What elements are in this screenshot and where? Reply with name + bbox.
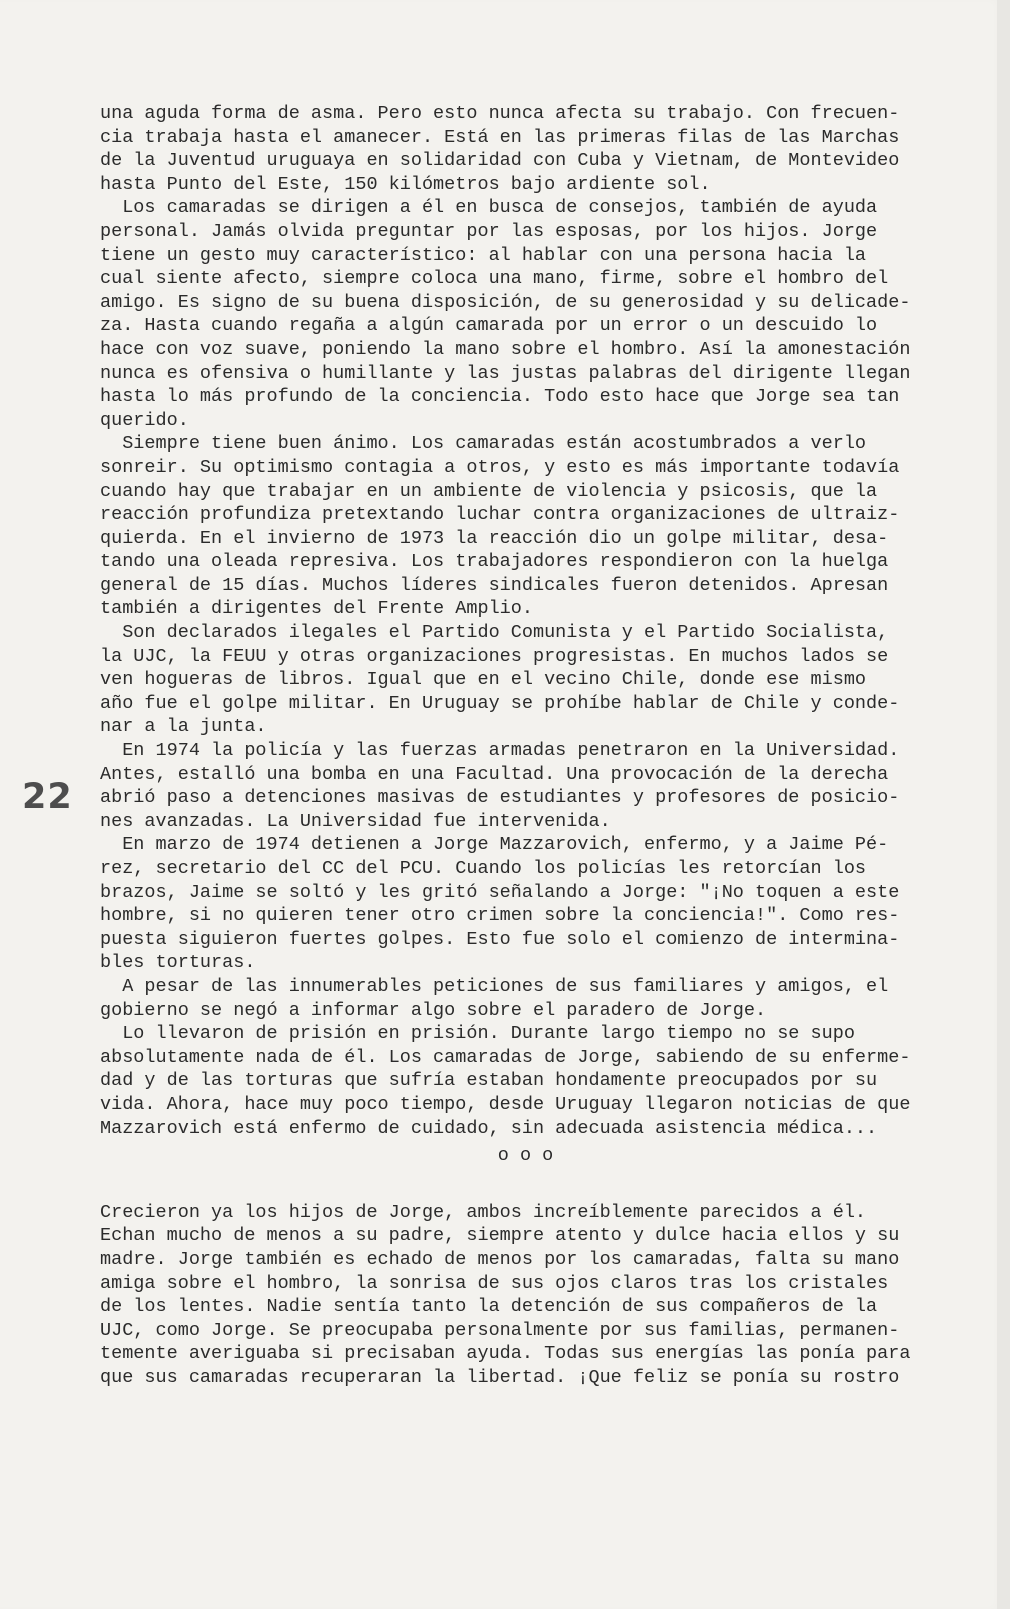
text-line: dad y de las torturas que sufría estaban hondamente preocupados por su [100, 1070, 878, 1092]
text-line: cuando hay que trabajar en un ambiente de violencia y psicosis, que la [100, 480, 878, 502]
text-line: de la Juventud uruguaya en solidaridad con Cuba y Vietnam, de Montevideo [100, 150, 900, 172]
text-line: madre. Jorge también es echado de menos por los camaradas, falta su mano [100, 1248, 900, 1270]
text-line: hasta Punto del Este, 150 kilómetros bajo ardiente sol. [100, 173, 711, 195]
text-line: Mazzarovich está enfermo de cuidado, sin adecuada asistencia médica... [100, 1117, 878, 1139]
text-line: quierda. En el invierno de 1973 la reacción dio un golpe militar, desa- [100, 527, 889, 549]
text-line: sonreir. Su optimismo contagia a otros, y esto es más importante todavía [100, 456, 900, 478]
text-line: hasta lo más profundo de la conciencia. Todo esto hace que Jorge sea tan [100, 386, 900, 408]
text-line: Los camaradas se dirigen a él en busca de consejos, también de ayuda [100, 197, 878, 219]
text-line: brazos, Jaime se soltó y les gritó señalando a Jorge: "¡No toquen a este [100, 881, 900, 903]
text-line: hace con voz suave, poniendo la mano sobre el hombro. Así la amonestación [100, 338, 911, 360]
text-line: A pesar de las innumerables peticiones de sus familiares y amigos, el [100, 975, 889, 997]
text-line: Lo llevaron de prisión en prisión. Durante largo tiempo no se supo [100, 1023, 855, 1045]
text-line: que sus camaradas recuperaran la libertad. ¡Que feliz se ponía su rostro [100, 1366, 900, 1388]
text-line: temente averiguaba si precisaban ayuda. Todas sus energías las ponía para [100, 1343, 911, 1365]
text-line: En marzo de 1974 detienen a Jorge Mazzarovich, enfermo, y a Jaime Pé- [100, 834, 889, 856]
text-line: amigo. Es signo de su buena disposición, de su generosidad y su delicade- [100, 291, 911, 313]
body-text [100, 102, 975, 1389]
text-line: también a dirigentes del Frente Amplio. [100, 598, 533, 620]
text-line: amiga sobre el hombro, la sonrisa de sus ojos claros tras los cristales [100, 1272, 889, 1294]
section-separator: o o o [497, 1145, 554, 1167]
text-line: rez, secretario del CC del PCU. Cuando los policías les retorcían los [100, 858, 867, 879]
page-number: 22 [22, 777, 73, 817]
text-line: nar a la junta. [100, 716, 267, 738]
text-line: general de 15 días. Muchos líderes sindicales fueron detenidos. Apresan [100, 574, 889, 596]
text-line: nes avanzadas. La Universidad fue intervenida. [100, 810, 611, 832]
text-block-before [100, 102, 975, 1140]
text-line: za. Hasta cuando regaña a algún camarada por un error o un descuido lo [100, 315, 878, 337]
text-line: Crecieron ya los hijos de Jorge, ambos increíblemente parecidos a él. [100, 1201, 867, 1223]
text-line: de los lentes. Nadie sentía tanto la detención de sus compañeros de la [100, 1296, 878, 1318]
text-line: UJC, como Jorge. Se preocupaba personalmente por sus familias, permanen- [100, 1319, 900, 1341]
text-line: bles torturas. [100, 952, 256, 974]
text-line: cia trabaja hasta el amanecer. Está en las primeras filas de las Marchas [100, 126, 900, 148]
text-line: vida. Ahora, hace muy poco tiempo, desde Uruguay llegaron noticias de que [100, 1093, 911, 1115]
text-line: gobierno se negó a informar algo sobre el paradero de Jorge. [100, 999, 767, 1021]
text-line: puesta siguieron fuertes golpes. Esto fue solo el comienzo de intermina- [100, 928, 900, 950]
text-line: ven hogueras de libros. Igual que en el vecino Chile, donde ese mismo [100, 669, 867, 691]
text-line: cual siente afecto, siempre coloca una mano, firme, sobre el hombro del [100, 268, 889, 290]
text-line: Son declarados ilegales el Partido Comunista y el Partido Socialista, [100, 622, 889, 644]
text-block-after [100, 1201, 975, 1390]
text-line: personal. Jamás olvida preguntar por las esposas, por los hijos. Jorge [100, 220, 878, 242]
text-line: la UJC, la FEUU y otras organizaciones progresistas. En muchos lados se [100, 645, 889, 667]
text-line: absolutamente nada de él. Los camaradas de Jorge, sabiendo de su enferme- [100, 1046, 911, 1068]
text-line: una aguda forma de asma. Pero esto nunca afecta su trabajo. Con frecuen- [100, 103, 900, 124]
text-line: Siempre tiene buen ánimo. Los camaradas están acostumbrados a verlo [100, 433, 867, 455]
text-line: En 1974 la policía y las fuerzas armadas penetraron en la Universidad. [100, 740, 900, 762]
text-line: Echan mucho de menos a su padre, siempre atento y dulce hacia ellos y su [100, 1225, 900, 1247]
text-line: abrió paso a detenciones masivas de estudiantes y profesores de posicio- [100, 787, 900, 809]
text-line: querido. [100, 409, 189, 431]
text-line: tiene un gesto muy característico: al hablar con una persona hacia la [100, 244, 867, 266]
text-line: hombre, si no quieren tener otro crimen sobre la conciencia!". Como res- [100, 905, 900, 927]
text-line: año fue el golpe militar. En Uruguay se prohíbe hablar de Chile y conde- [100, 692, 900, 714]
text-line: Antes, estalló una bomba en una Facultad. Una provocación de la derecha [100, 763, 889, 785]
page-edge [997, 0, 1010, 1609]
text-line: nunca es ofensiva o humillante y las justas palabras del dirigente llegan [100, 362, 911, 384]
text-line: tando una oleada represiva. Los trabajadores respondieron con la huelga [100, 551, 889, 573]
text-line: reacción profundiza pretextando luchar contra organizaciones de ultraiz- [100, 504, 900, 526]
